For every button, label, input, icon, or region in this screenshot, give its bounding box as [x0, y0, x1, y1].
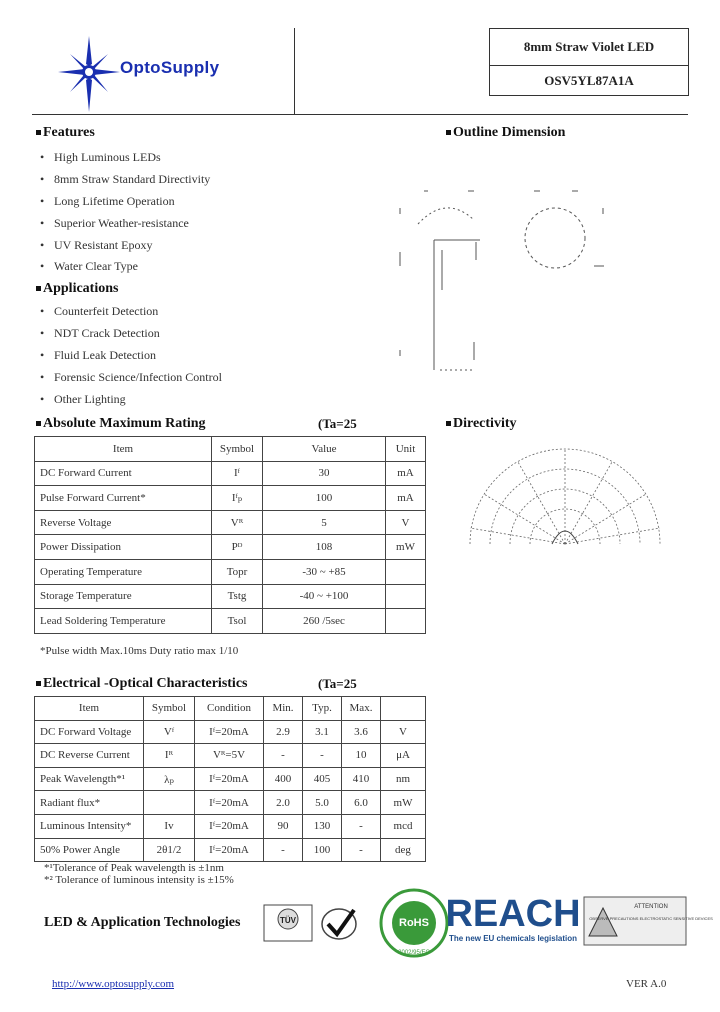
col-unit — [381, 697, 426, 721]
cell: Pulse Forward Current* — [35, 486, 212, 511]
cell: Peak Wavelength*¹ — [35, 767, 144, 791]
directivity-diagram — [466, 448, 664, 550]
cell — [386, 559, 426, 584]
col-max: Max. — [342, 697, 381, 721]
application-item: • Forensic Science/Infection Control — [40, 370, 222, 384]
cell: 30 — [263, 461, 386, 486]
wavelength-tolerance-note: *¹Tolerance of Peak wavelength is ±1nm — [44, 862, 224, 874]
abs-max-heading: Absolute Maximum Rating — [36, 416, 206, 432]
cell: Iᶠ=20mA — [195, 814, 264, 838]
col-symbol: Symbol — [212, 437, 263, 462]
cell: Power Dissipation — [35, 535, 212, 560]
application-item: • NDT Crack Detection — [40, 326, 160, 340]
feature-item: • Water Clear Type — [40, 259, 138, 273]
cell: 100 — [263, 486, 386, 511]
cell: λₚ — [144, 767, 195, 791]
cell: Iᶠ=20mA — [195, 838, 264, 862]
cell: 130 — [303, 814, 342, 838]
col-item: Item — [35, 437, 212, 462]
application-item: • Counterfeit Detection — [40, 304, 159, 318]
cell: Iᶠₚ — [212, 486, 263, 511]
col-typ: Typ. — [303, 697, 342, 721]
cell: Iᶠ=20mA — [195, 791, 264, 815]
header-divider — [294, 28, 295, 114]
cell: 2θ1/2 — [144, 838, 195, 862]
cell: 400 — [264, 767, 303, 791]
col-item: Item — [35, 697, 144, 721]
cell: Vᴿ=5V — [195, 744, 264, 768]
cell: Luminous Intensity* — [35, 814, 144, 838]
cell: DC Forward Voltage — [35, 720, 144, 744]
abs-max-note: *Pulse width Max.10ms Duty ratio max 1/10 — [40, 645, 239, 657]
feature-item: • High Luminous LEDs — [40, 150, 161, 164]
cell: Operating Temperature — [35, 559, 212, 584]
feature-item: • 8mm Straw Standard Directivity — [40, 172, 211, 186]
cell: Radiant flux* — [35, 791, 144, 815]
cell: Iᶠ — [212, 461, 263, 486]
table-row — [35, 838, 426, 862]
cell: 5 — [263, 510, 386, 535]
electrical-heading: Electrical -Optical Characteristics — [36, 676, 247, 692]
version-label: VER A.0 — [626, 978, 667, 990]
svg-text:ATTENTION: ATTENTION — [634, 904, 668, 910]
svg-text:TÜV: TÜV — [280, 916, 296, 925]
cell: mcd — [381, 814, 426, 838]
cell: - — [264, 838, 303, 862]
cell: 260 /5sec — [263, 609, 386, 634]
feature-item: • Long Lifetime Operation — [40, 194, 175, 208]
brand-name: OptoSupply — [120, 58, 220, 77]
cell: - — [342, 838, 381, 862]
directivity-heading: Directivity — [446, 416, 517, 432]
cell: mA — [386, 486, 426, 511]
outline-heading: Outline Dimension — [446, 125, 565, 141]
table-row — [35, 814, 426, 838]
header-rule — [32, 114, 688, 115]
col-condition: Condition — [195, 697, 264, 721]
cell: DC Reverse Current — [35, 744, 144, 768]
abs-max-condition: (Ta=25 — [318, 416, 357, 431]
cell: Tstg — [212, 584, 263, 609]
features-heading: Features — [36, 125, 95, 141]
table-row — [35, 461, 426, 486]
cell — [144, 791, 195, 815]
cell: 108 — [263, 535, 386, 560]
svg-text:RoHS: RoHS — [399, 917, 429, 929]
cell: 100 — [303, 838, 342, 862]
cell: 6.0 — [342, 791, 381, 815]
cell: 5.0 — [303, 791, 342, 815]
tuv-iso-logo — [263, 904, 313, 942]
cell: 3.6 — [342, 720, 381, 744]
col-unit: Unit — [386, 437, 426, 462]
cell: 405 — [303, 767, 342, 791]
col-value: Value — [263, 437, 386, 462]
cell: 410 — [342, 767, 381, 791]
table-header-row — [35, 437, 426, 462]
cell: Topr — [212, 559, 263, 584]
intensity-tolerance-note: *² Tolerance of luminous intensity is ±15% — [44, 874, 234, 886]
applications-heading: Applications — [36, 281, 118, 297]
electrical-condition: (Ta=25 — [318, 676, 357, 691]
cell: Tsol — [212, 609, 263, 634]
part-number: OSV5YL87A1A — [544, 73, 634, 88]
svg-text:OBSERVE PRECAUTIONS ELECTROSTA: OBSERVE PRECAUTIONS ELECTROSTATIC SENSITIVE DEVICES — [589, 916, 713, 921]
svg-text:2002/95/EC: 2002/95/EC — [398, 950, 430, 956]
cell: 50% Power Angle — [35, 838, 144, 862]
feature-item: • Superior Weather-resistance — [40, 216, 189, 230]
table-row — [35, 486, 426, 511]
abs-max-table — [34, 436, 426, 634]
cell: Reverse Voltage — [35, 510, 212, 535]
cell: mW — [381, 791, 426, 815]
cell: V — [381, 720, 426, 744]
cell: V — [386, 510, 426, 535]
optosupply-logo — [58, 36, 120, 112]
reach-logo — [445, 888, 581, 946]
esd-warning-logo — [583, 896, 713, 946]
cell: -40 ~ +100 — [263, 584, 386, 609]
feature-item: • UV Resistant Epoxy — [40, 238, 153, 252]
cell: 90 — [264, 814, 303, 838]
table-header-row — [35, 697, 426, 721]
cell: Iv — [144, 814, 195, 838]
svg-text:REACH: REACH — [445, 893, 581, 935]
table-row — [35, 744, 426, 768]
certified-check-logo — [318, 904, 360, 942]
col-symbol: Symbol — [144, 697, 195, 721]
cell: - — [303, 744, 342, 768]
table-row — [35, 720, 426, 744]
cell: Lead Soldering Temperature — [35, 609, 212, 634]
table-row — [35, 791, 426, 815]
cell: Storage Temperature — [35, 584, 212, 609]
table-row — [35, 767, 426, 791]
application-item: • Other Lighting — [40, 392, 126, 406]
rohs-compliance-logo — [378, 888, 450, 958]
cell: - — [342, 814, 381, 838]
cell: 2.0 — [264, 791, 303, 815]
tagline: LED & Application Technologies — [44, 915, 241, 930]
cell: 3.1 — [303, 720, 342, 744]
cell: mW — [386, 535, 426, 560]
cell: Pᴰ — [212, 535, 263, 560]
cell — [386, 609, 426, 634]
cell: Vᴿ — [212, 510, 263, 535]
outline-drawing — [392, 180, 622, 380]
application-item: • Fluid Leak Detection — [40, 348, 156, 362]
cell: mA — [386, 461, 426, 486]
cell: Vᶠ — [144, 720, 195, 744]
cell: deg — [381, 838, 426, 862]
website-link[interactable]: http://www.optosupply.com — [52, 978, 175, 990]
cell: μA — [381, 744, 426, 768]
table-row — [35, 535, 426, 560]
col-min: Min. — [264, 697, 303, 721]
cell: Iᶠ=20mA — [195, 720, 264, 744]
title-box — [489, 28, 689, 96]
cell: DC Forward Current — [35, 461, 212, 486]
product-title: 8mm Straw Violet LED — [490, 29, 688, 66]
cell: nm — [381, 767, 426, 791]
table-row — [35, 510, 426, 535]
cell: Iᶠ=20mA — [195, 767, 264, 791]
table-row — [35, 559, 426, 584]
cell: 10 — [342, 744, 381, 768]
electrical-table — [34, 696, 426, 862]
cell: -30 ~ +85 — [263, 559, 386, 584]
cell — [386, 584, 426, 609]
cell: Iᴿ — [144, 744, 195, 768]
table-row — [35, 584, 426, 609]
svg-text:The new EU chemicals legislati: The new EU chemicals legislation — [448, 934, 578, 943]
table-row — [35, 609, 426, 634]
cell: - — [264, 744, 303, 768]
cell: 2.9 — [264, 720, 303, 744]
